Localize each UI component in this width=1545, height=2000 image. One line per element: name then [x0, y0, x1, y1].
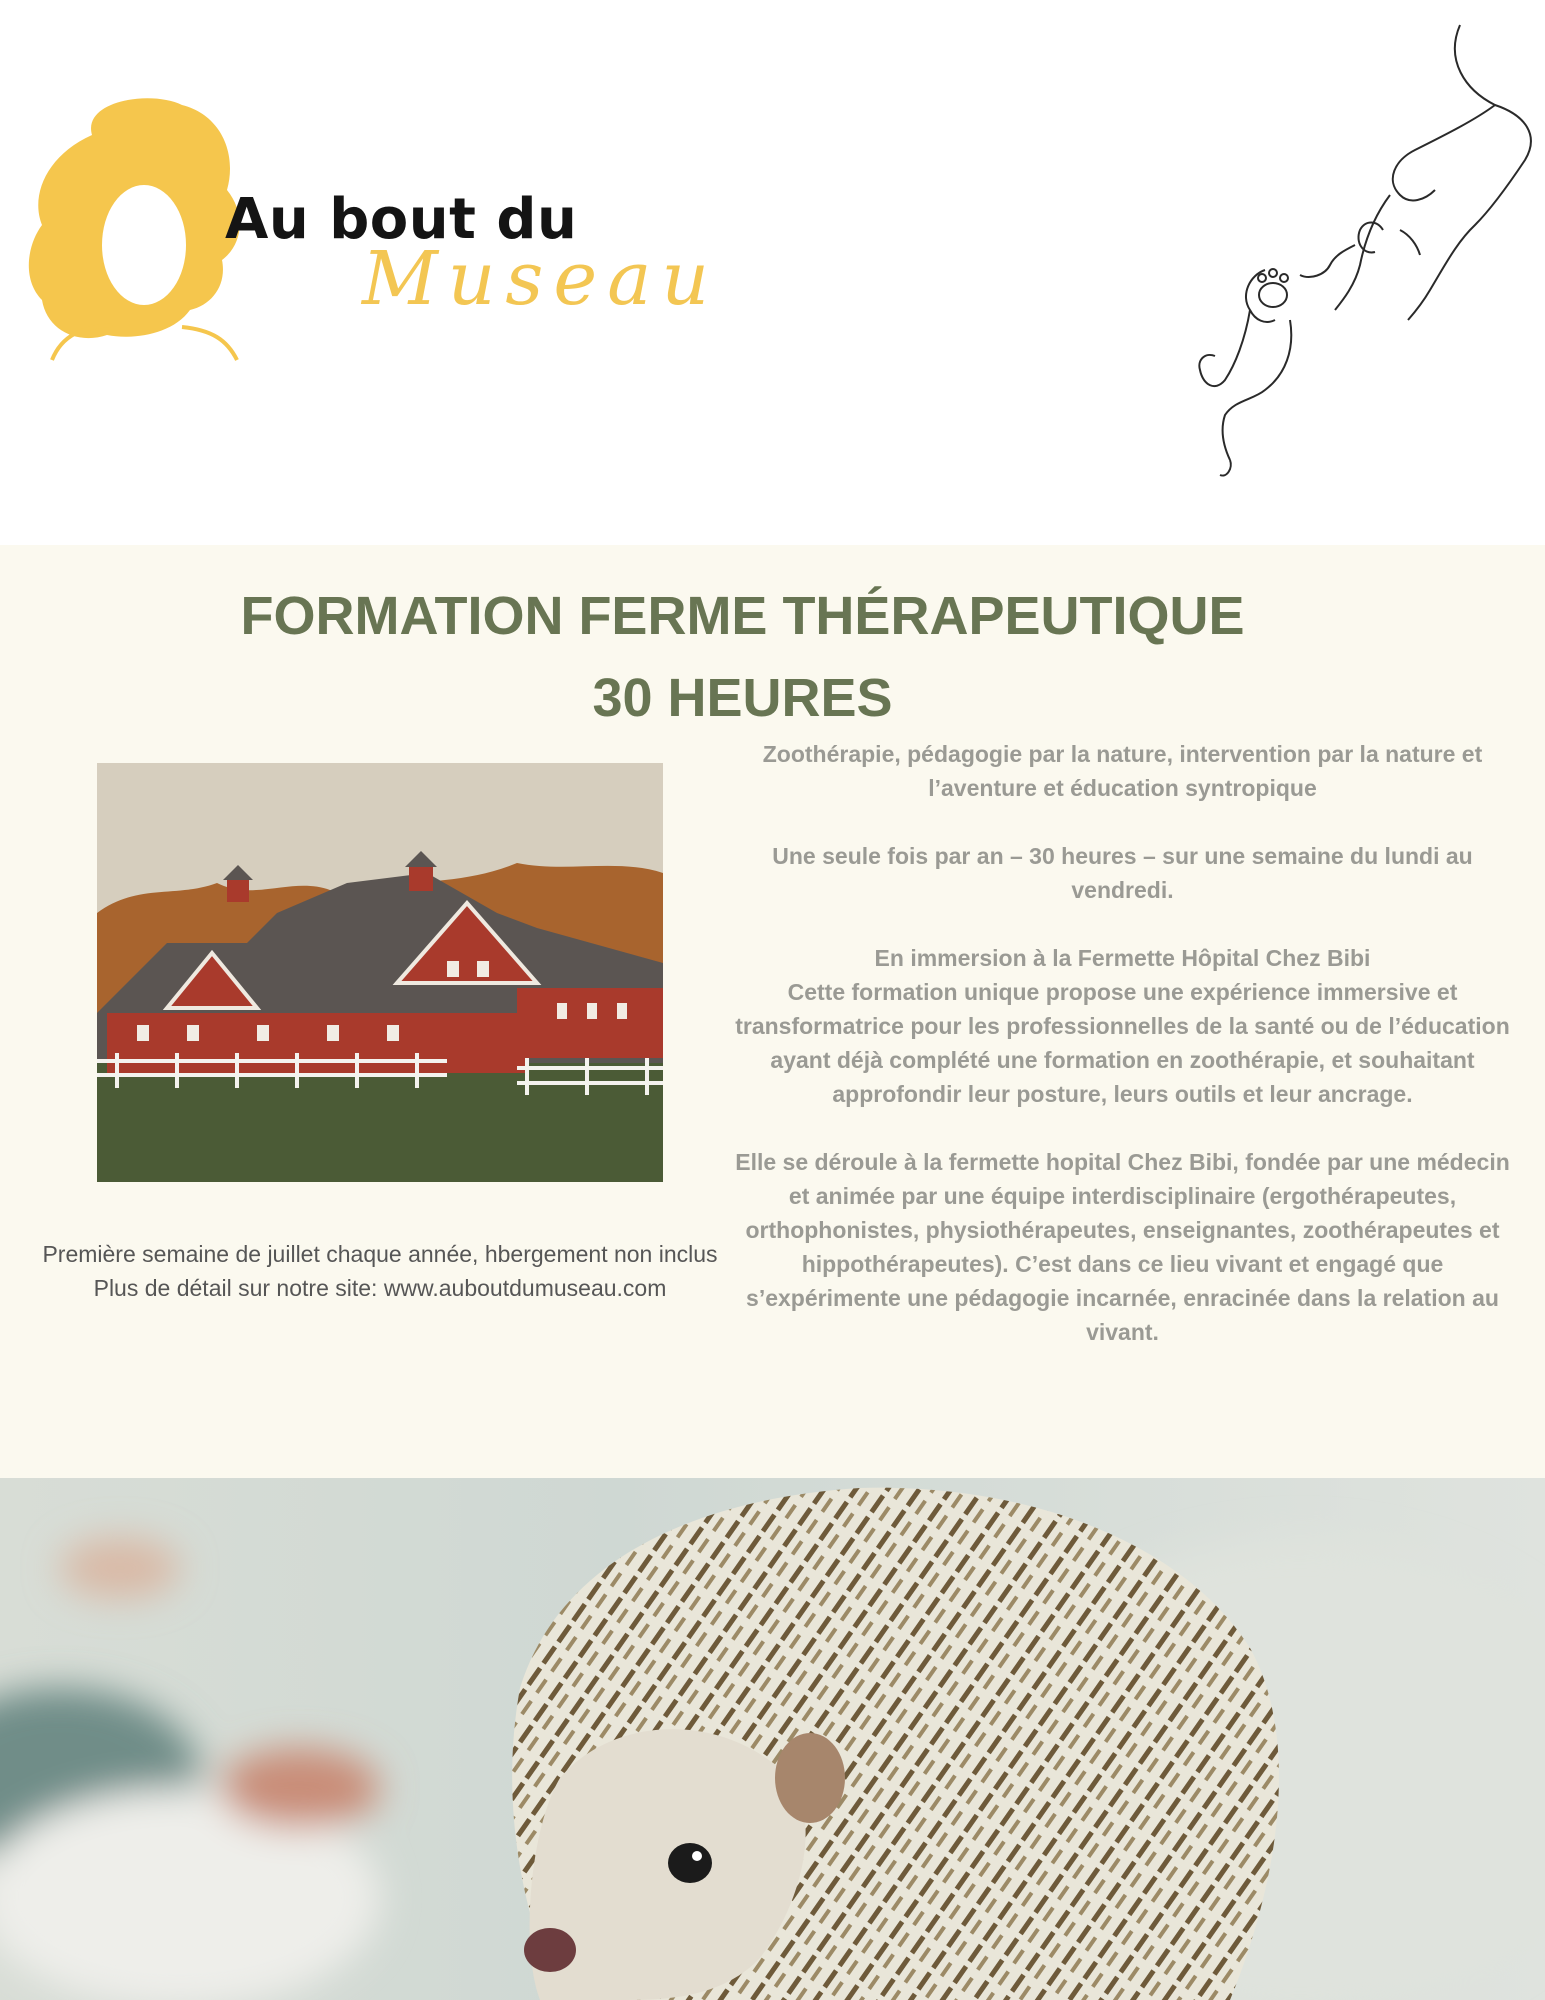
hedgehog-photo: [0, 1478, 1545, 2000]
header: [0, 0, 1545, 545]
immersion-body: Cette formation unique propose une expérience immersive et transformatrice pour les professionnelles de la santé ou de l’éducation ayant déjà complété une formation en zoothérapie, et souhaitant approfondir leur posture, leurs outils et leur ancrage.: [735, 979, 1510, 1107]
caption-website: Plus de détail sur notre site: www.auboutdumuseau.com: [93, 1275, 667, 1301]
description-frequency: Une seule fois par an – 30 heures – sur une semaine du lundi au vendredi.: [772, 843, 1473, 903]
brand-name: Au bout du: [225, 187, 578, 252]
page-title: [0, 575, 1485, 739]
farm-barn-photo: [97, 763, 663, 1182]
title-line-2: 30 HEURES: [592, 668, 893, 728]
description-immersion: [735, 941, 1510, 1111]
title-line-1: FORMATION FERME THÉRAPEUTIQUE: [240, 586, 1245, 646]
caption-schedule: Première semaine de juillet chaque année, hbergement non inclus: [42, 1241, 718, 1267]
hand-and-paw-line-drawing-icon: [1195, 20, 1545, 480]
description-text: [735, 737, 1510, 1349]
description-topics: Zoothérapie, pédagogie par la nature, intervention par la nature et l’aventure et éducation syntropique: [762, 741, 1483, 801]
immersion-heading: En immersion à la Fermette Hôpital Chez Bibi: [874, 945, 1371, 971]
description-location: Elle se déroule à la fermette hopital Chez Bibi, fondée par une médecin et animée par une équipe interdisciplinaire (ergothérapeutes, orthophonistes, physiothérapeutes, enseignantes, zoothérapeutes et hippothérapeutes). C’est dans ce lieu vivant et engagé que s’expérimente une pédagogie incarnée, enracinée dans la relation au vivant.: [735, 1149, 1510, 1345]
schedule-caption: [40, 1237, 720, 1305]
brand-script: Museau: [362, 236, 719, 322]
